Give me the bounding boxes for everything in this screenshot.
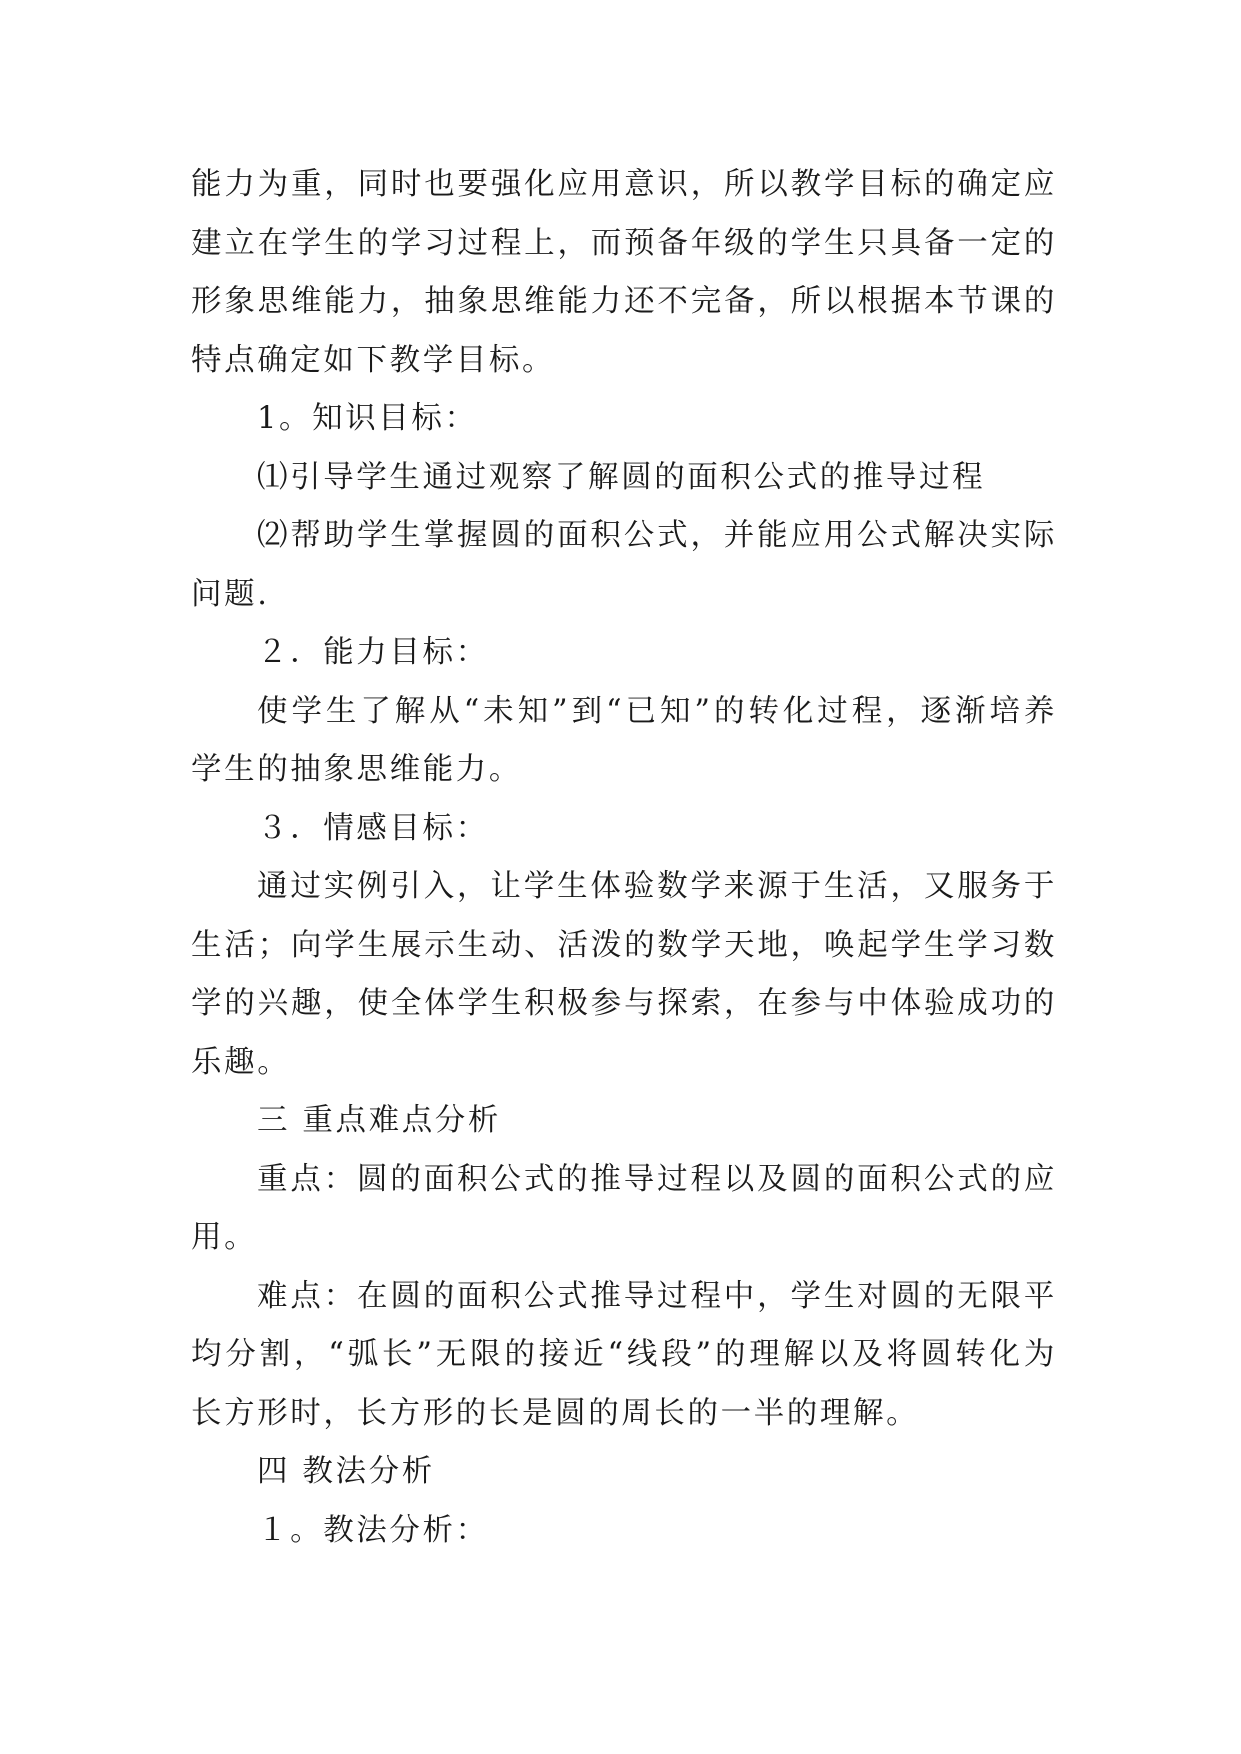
paragraph-difficult-point: 难点：在圆的面积公式推导过程中，学生对圆的无限平均分割，“弧长”无限的接近“线段”的理解以及将圆转化为长方形时，长方形的长是圆的周长的一半的理解。 — [191, 1278, 1057, 1431]
heading-teaching-method-1: １。教法分析： — [257, 1512, 489, 1548]
paragraph-key-point: 重点：圆的面积公式的推导过程以及圆的面积公式的应用。 — [191, 1161, 1057, 1255]
document-body — [191, 156, 1057, 1560]
paragraph-teaching-goal-intro: 能力为重，同时也要强化应用意识，所以教学目标的确定应建立在学生的学习过程上，而预备年级的学生只具备一定的形象思维能力，抽象思维能力还不完备，所以根据本节课的特点确定如下教学目标。 — [191, 167, 1057, 378]
heading-key-difficult-points: 三 重点难点分析 — [257, 1103, 501, 1138]
heading-teaching-method: 四 教法分析 — [257, 1454, 435, 1489]
heading-knowledge-goal: 1。知识目标： — [257, 401, 478, 436]
heading-emotion-goal: ３．情感目标： — [257, 810, 489, 846]
item-knowledge-1: ⑴引导学生通过观察了解圆的面积公式的推导过程 — [257, 459, 986, 495]
paragraph-ability-goal: 使学生了解从“未知”到“已知”的转化过程，逐渐培养学生的抽象思维能力。 — [191, 693, 1057, 787]
paragraph-emotion-goal: 通过实例引入，让学生体验数学来源于生活，又服务于生活；向学生展示生动、活泼的数学天地，唤起学生学习数学的兴趣，使全体学生积极参与探索，在参与中体验成功的乐趣。 — [191, 869, 1057, 1080]
item-knowledge-2: ⑵帮助学生掌握圆的面积公式，并能应用公式解决实际问题. — [191, 518, 1057, 612]
heading-ability-goal: ２．能力目标： — [257, 635, 489, 670]
